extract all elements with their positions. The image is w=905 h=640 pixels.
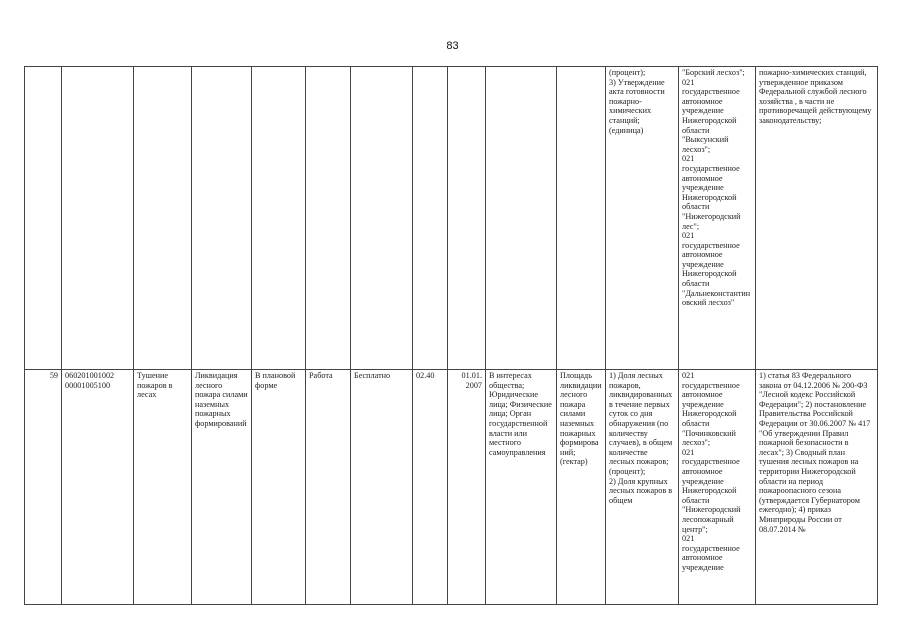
cell-type [306, 67, 351, 370]
table-row [25, 370, 878, 605]
cell-code: 02.40 [413, 370, 448, 605]
cell-legal-basis: 1) статья 83 Федерального закона от 04.12.2006 № 200-ФЗ "Лесной кодекс Российской Федерации"; 2) постановление Правительства Российской Федерации от 30.06.2007 № 417 "Об утверждении Правил пожарной безопасности в лесах"; 3) Сводный план тушения лесных пожаров на территории Нижегородской области на период пожароопасного сезона (утверждается Губернатором ежегодно); 4) приказ Минприроды России от 08.07.2014 № [756, 370, 878, 605]
cell-form: В плановой форме [252, 370, 306, 605]
page-number: 83 [446, 40, 459, 52]
cell-payment: Бесплатно [351, 370, 413, 605]
cell-quality-indicators: 1) Доля лесных пожаров, ликвидированных в течение первых суток со дня обнаружения (по количеству случаев), в общем количестве лесных пожаров; (процент); 2) Доля крупных лесных пожаров в общем [606, 370, 679, 605]
cell-legal-basis: пожарно-химических станций, утвержденное приказом Федеральной службой лесного хозяйства , в части не противоречащей действующему законодательству; [756, 67, 878, 370]
cell-service-name: Тушение пожаров в лесах [134, 370, 192, 605]
services-table [24, 66, 878, 605]
table-row [25, 67, 878, 370]
cell-consumers: В интересах общества; Юридические лица; Физические лица; Орган государственной власти или местного самоуправления [486, 370, 557, 605]
cell-service-name [134, 67, 192, 370]
cell-registry-code: 060201001002 00001005100 [62, 370, 134, 605]
cell-payment [351, 67, 413, 370]
cell-volume: Площадь ликвидации лесного пожара силами наземных пожарных формирований; (гектар) [557, 370, 606, 605]
cell-volume [557, 67, 606, 370]
cell-content: Ликвидация лесного пожара силами наземных пожарных формирований [192, 370, 252, 605]
cell-form [252, 67, 306, 370]
cell-date [448, 67, 486, 370]
cell-registry-code [62, 67, 134, 370]
cell-quality-indicators: (процент); 3) Утверждение акта готовности пожарно-химических станций; (единица) [606, 67, 679, 370]
cell-number [25, 67, 62, 370]
cell-consumers [486, 67, 557, 370]
cell-date: 01.01. 2007 [448, 370, 486, 605]
cell-institutions: "Борский лесхоз"; 021 государственное автономное учреждение Нижегородской области "Выксунский лесхоз"; 021 государственное автономное учреждение Нижегородской области "Нижегородский лес"; 021 государственное автономное учреждение Нижегородской области "Дальнеконстантиновский лесхоз" [679, 67, 756, 370]
cell-code [413, 67, 448, 370]
cell-type: Работа [306, 370, 351, 605]
cell-content [192, 67, 252, 370]
cell-institutions: 021 государственное автономное учреждение Нижегородской области "Починковский лесхоз"; 021 государственное автономное учреждение Нижегородской области "Нижегородский лесопожарный центр"; 021 государственное автономное учреждение [679, 370, 756, 605]
cell-number: 59 [25, 370, 62, 605]
